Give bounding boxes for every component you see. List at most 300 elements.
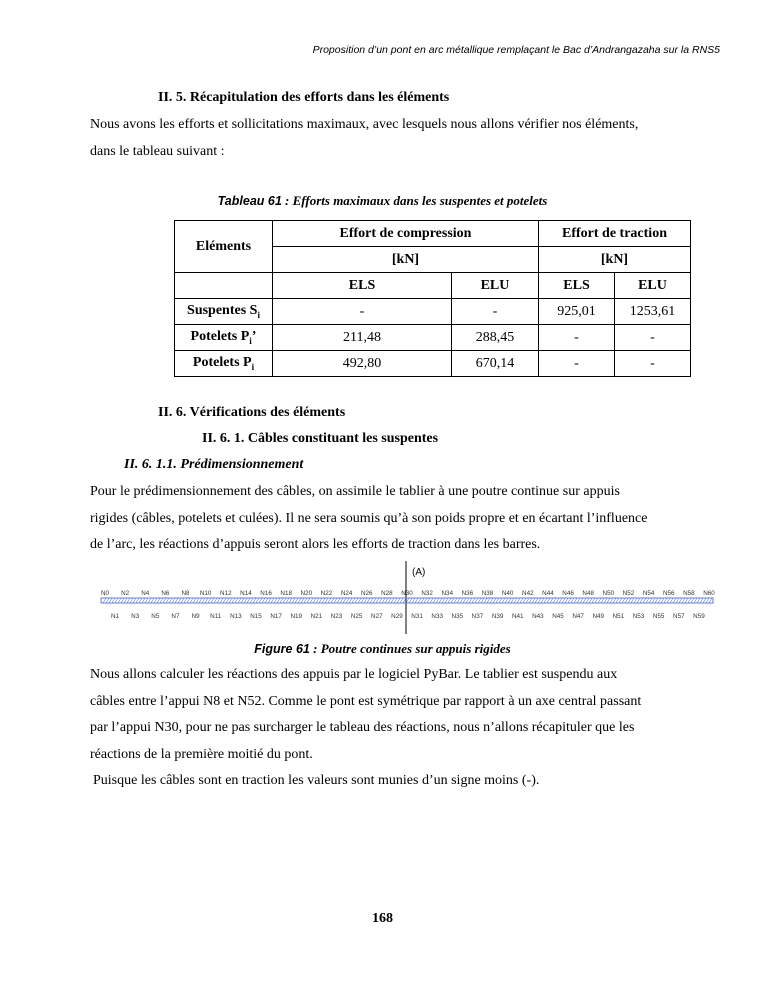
hatch-line [517,598,520,603]
hatch-line [220,598,223,603]
hatch-line [637,598,640,603]
hatch-line [157,598,160,603]
hatch-line [247,598,250,603]
hatch-line [568,598,571,603]
table-cell: 492,80 [273,351,452,377]
table-caption-label: Tableau 61 [217,194,282,208]
hatch-line [529,598,532,603]
hatch-line [451,598,454,603]
hatch-line [388,598,391,603]
pybar-line: Nous allons calculer les réactions des appuis par le logiciel PyBar. Le tablier est suspendu aux [90,667,618,682]
beam-figure [95,558,725,638]
hatch-line [625,598,628,603]
hatch-line [133,598,136,603]
node-label-bottom: N9 [191,613,200,620]
hatch-line [262,598,265,603]
node-label-top: N50 [602,590,615,597]
hatch-line [436,598,439,603]
hatch-line [217,598,220,603]
hatch-line [112,598,115,603]
hatch-line [397,598,400,603]
hatch-line [319,598,322,603]
hatch-line [286,598,289,603]
hatch-line [313,598,316,603]
node-label-bottom: N19 [290,613,303,620]
figure-caption-text: : Poutre continues sur appuis rigides [309,641,511,656]
hatch-line [454,598,457,603]
node-label-bottom: N23 [330,613,343,620]
hatch-line [379,598,382,603]
hatch-line [523,598,526,603]
hatch-line [370,598,373,603]
page-number: 168 [372,911,393,926]
hatch-line [580,598,583,603]
hatch-line [547,598,550,603]
hatch-line [439,598,442,603]
hatch-line [292,598,295,603]
section-title-2-5: II. 5. Récapitulation des efforts dans les éléments [158,90,450,105]
hatch-line [136,598,139,603]
hatch-line [514,598,517,603]
hatch-line [592,598,595,603]
hatch-line [145,598,148,603]
hatch-line [328,598,331,603]
node-label-bottom: N59 [693,613,705,620]
hatch-line [265,598,268,603]
hatch-line [535,598,538,603]
hatch-line [322,598,325,603]
hatch-line [256,598,259,603]
table-cell: 670,14 [452,351,539,377]
hatch-line [394,598,397,603]
table-cell: - [539,351,615,377]
hatch-line [628,598,631,603]
hatch-line [190,598,193,603]
hatch-line [103,598,106,603]
row-label: Potelets $P_i$ [175,351,273,377]
hatch-line [367,598,370,603]
hatch-line [433,598,436,603]
hatch-line [463,598,466,603]
hatch-line [466,598,469,603]
hatch-line [577,598,580,603]
node-label-top: N40 [501,590,514,597]
hatch-line [340,598,343,603]
pybar-paragraph [90,662,676,795]
node-label-bottom: N37 [471,613,484,620]
hatch-line [553,598,556,603]
node-label-top: N46 [562,590,574,597]
node-label-top: N0 [100,590,110,597]
hatch-line [130,598,133,603]
hatch-line [154,598,157,603]
hatch-line [346,598,349,603]
node-label-bottom: N21 [310,613,323,620]
hatch-line [196,598,199,603]
hatch-line [181,598,184,603]
hatch-line [295,598,298,603]
node-label-top: N36 [461,590,474,597]
hatch-line [574,598,577,603]
hatch-line [559,598,562,603]
node-label-bottom: N5 [151,613,160,620]
hatch-line [178,598,181,603]
hatch-line [409,598,412,603]
node-label-top: N52 [622,590,635,597]
hatch-line [382,598,385,603]
hatch-line [232,598,235,603]
hatch-line [562,598,565,603]
table-row [175,351,691,377]
node-label-top: N10 [199,590,212,597]
hatch-line [124,598,127,603]
sub-header: ELU [615,273,691,299]
node-label-top: N12 [220,590,232,597]
hatch-line [118,598,121,603]
hatch-line [193,598,196,603]
hatch-line [490,598,493,603]
hatch-line [673,598,676,603]
hatch-line [253,598,256,603]
hatch-line [496,598,499,603]
axis-label: (A) [412,567,426,578]
header-traction-2: [kN] [539,247,691,273]
hatch-line [643,598,646,603]
hatch-line [457,598,460,603]
subsection-title-2-6-1: II. 6. 1. Câbles constituant les suspentes [202,431,439,446]
hatch-line [376,598,379,603]
hatch-line [268,598,271,603]
table-caption [0,193,765,209]
hatch-line [304,598,307,603]
hatch-line [655,598,658,603]
node-label-bottom: N53 [632,613,645,620]
node-label-bottom: N39 [491,613,504,620]
node-label-bottom: N45 [552,613,564,620]
hatch-line [694,598,697,603]
figure-caption [0,641,765,657]
hatch-line [358,598,361,603]
hatch-line [169,598,172,603]
hatch-line [391,598,394,603]
page-header: Proposition d’un pont en arc métallique remplaçant le Bac d’Andrangazaha sur la RNS5 [312,44,720,56]
hatch-line [550,598,553,603]
hatch-line [571,598,574,603]
hatch-line [520,598,523,603]
predim-line: rigides (câbles, potelets et culées). Il ne sera soumis qu’à son poids propre et en écartant l’influence [90,510,648,526]
subsection-title-2-6-1-1: II. 6. 1.1. Prédimensionnement [124,457,304,472]
node-label-top: N6 [161,590,170,597]
node-label-bottom: N49 [592,613,605,620]
hatch-line [127,598,130,603]
intro-paragraph [90,112,676,165]
hatch-line [415,598,418,603]
header-empty [175,273,273,299]
hatch-line [325,598,328,603]
hatch-line [631,598,634,603]
node-label-top: N24 [340,590,353,597]
pybar-line: réactions de la première moitié du pont. [90,746,313,762]
intro-line-1: Nous avons les efforts et sollicitations maximaux, avec lesquels nous allons vérifier nos éléments, [90,117,639,132]
hatch-line [475,598,478,603]
node-label-top: N38 [481,590,494,597]
hatch-line [202,598,205,603]
hatch-line [148,598,151,603]
row-label: Potelets $P_i$’ [175,325,273,351]
hatch-line [691,598,694,603]
hatch-line [700,598,703,603]
hatch-line [280,598,283,603]
hatch-line [334,598,337,603]
hatch-line [556,598,559,603]
node-label-top: N56 [662,590,675,597]
hatch-line [697,598,700,603]
hatch-line [106,598,109,603]
table-row [175,299,691,325]
hatch-line [223,598,226,603]
hatch-line [538,598,541,603]
hatch-line [595,598,598,603]
node-label-bottom: N3 [131,613,140,620]
hatch-line [352,598,355,603]
traction-note: Puisque les câbles sont en traction les valeurs sont munies d’un signe moins (-). [93,773,540,788]
hatch-line [385,598,388,603]
pybar-line: par l’appui N30, pour ne pas surcharger le tableau des réactions, nous n’allons récapituler que les [90,720,635,735]
node-label-bottom: N41 [511,613,524,620]
hatch-line [526,598,529,603]
hatch-line [163,598,166,603]
hatch-line [289,598,292,603]
hatch-line [613,598,616,603]
table-cell: - [539,325,615,351]
hatch-line [250,598,253,603]
node-label-bottom: N27 [371,613,383,620]
hatch-line [421,598,424,603]
node-label-bottom: N17 [270,613,282,620]
hatch-line [187,598,190,603]
hatch-line [646,598,649,603]
node-label-bottom: N1 [111,613,120,620]
hatch-line [199,598,202,603]
node-label-bottom: N11 [210,613,222,620]
hatch-line [685,598,688,603]
hatch-line [400,598,403,603]
hatch-line [478,598,481,603]
table-cell: - [615,351,691,377]
node-label-bottom: N31 [411,613,423,620]
hatch-line [670,598,673,603]
hatch-line [364,598,367,603]
hatch-line [310,598,313,603]
hatch-line [586,598,589,603]
hatch-line [283,598,286,603]
hatch-line [316,598,319,603]
hatch-line [706,598,709,603]
hatch-line [622,598,625,603]
hatch-line [484,598,487,603]
hatch-line [634,598,637,603]
hatch-line [649,598,652,603]
hatch-line [442,598,445,603]
figure-caption-label: Figure 61 [254,642,310,656]
node-label-top: N60 [703,590,715,597]
hatch-line [598,598,601,603]
node-label-top: N16 [260,590,272,597]
hatch-line [175,598,178,603]
node-label-bottom: N57 [673,613,685,620]
hatch-line [412,598,415,603]
hatch-line [160,598,163,603]
sub-header: ELS [273,273,452,299]
hatch-line [481,598,484,603]
hatch-line [502,598,505,603]
node-label-top: N4 [141,590,150,597]
hatch-line [601,598,604,603]
node-label-top: N14 [240,590,252,597]
hatch-line [589,598,592,603]
hatch-line [172,598,175,603]
hatch-line [682,598,685,603]
node-label-top: N2 [121,590,130,597]
hatch-line [508,598,511,603]
node-label-bottom: N29 [391,613,403,620]
hatch-line [277,598,280,603]
hatch-line [610,598,613,603]
hatch-line [241,598,244,603]
hatch-line [661,598,664,603]
hatch-line [619,598,622,603]
hatch-line [139,598,142,603]
node-label-bottom: N35 [451,613,464,620]
hatch-line [226,598,229,603]
node-label-top: N22 [320,590,333,597]
header-elements: Eléments [175,221,273,273]
header-traction-1: Effort de traction [539,221,691,247]
predim-paragraph [90,479,676,559]
hatch-line [472,598,475,603]
hatch-line [355,598,358,603]
hatch-line [427,598,430,603]
node-label-top: N20 [300,590,313,597]
table-cell: 1253,61 [615,299,691,325]
node-label-bottom: N51 [612,613,625,620]
node-label-top: N18 [280,590,292,597]
hatch-line [211,598,214,603]
hatch-line [424,598,427,603]
node-label-bottom: N25 [350,613,363,620]
hatch-line [142,598,145,603]
section-title-2-6: II. 6. Vérifications des éléments [158,405,346,420]
row-label: Suspentes $S_i$ [175,299,273,325]
node-label-top: N28 [381,590,393,597]
hatch-line [307,598,310,603]
node-label-bottom: N55 [652,613,665,620]
hatch-line [469,598,472,603]
hatch-line [331,598,334,603]
hatch-line [679,598,682,603]
hatch-line [565,598,568,603]
node-label-bottom: N47 [572,613,584,620]
hatch-line [658,598,661,603]
hatch-line [235,598,238,603]
node-label-bottom: N7 [171,613,180,620]
sub-header: ELS [539,273,615,299]
hatch-line [616,598,619,603]
hatch-line [676,598,679,603]
hatch-line [109,598,112,603]
hatch-line [688,598,691,603]
bottom-node-labels [111,613,705,620]
hatch-line [184,598,187,603]
top-node-labels [101,590,715,597]
node-label-top: N58 [683,590,695,597]
hatch-line [709,598,712,603]
node-label-top: N26 [360,590,373,597]
hatch-line [214,598,217,603]
header-compression-2: [kN] [273,247,539,273]
hatch-line [274,598,277,603]
header-compression-1: Effort de compression [273,221,539,247]
table-cell: - [273,299,452,325]
hatch-line [418,598,421,603]
hatch-line [640,598,643,603]
node-label-top: N48 [582,590,594,597]
hatch-line [343,598,346,603]
hatch-line [460,598,463,603]
node-label-top: N30 [401,590,413,597]
hatch-line [208,598,211,603]
efforts-table [174,220,691,377]
hatch-line [373,598,376,603]
table-cell: - [452,299,539,325]
sub-header: ELU [452,273,539,299]
hatch-line [115,598,118,603]
table-cell: - [615,325,691,351]
hatch-line [166,598,169,603]
hatch-line [430,598,433,603]
hatch-line [544,598,547,603]
hatch-line [499,598,502,603]
node-label-top: N44 [542,590,554,597]
hatch-line [652,598,655,603]
hatch-line [541,598,544,603]
intro-line-2: dans le tableau suivant : [90,143,225,159]
hatch-line [583,598,586,603]
node-label-top: N34 [441,590,454,597]
table-cell: 288,45 [452,325,539,351]
pybar-line: câbles entre l’appui N8 et N52. Comme le pont est symétrique par rapport à un axe central passant [90,693,642,709]
hatch-line [151,598,154,603]
hatch-line [505,598,508,603]
table-caption-text: : Efforts maximaux dans les suspentes et potelets [281,193,548,208]
hatch-line [607,598,610,603]
hatch-line [667,598,670,603]
hatch-line [532,598,535,603]
node-label-top: N42 [522,590,534,597]
hatch-line [271,598,274,603]
node-label-bottom: N15 [250,613,262,620]
table-row [175,325,691,351]
hatch-line [703,598,706,603]
hatch-line [361,598,364,603]
hatch-line [121,598,124,603]
hatch-line [244,598,247,603]
node-label-top: N8 [181,590,190,597]
node-label-top: N32 [421,590,433,597]
hatch-line [205,598,208,603]
predim-line: Pour le prédimensionnement des câbles, on assimile le tablier à une poutre continue sur appuis [90,484,620,499]
table-cell: 211,48 [273,325,452,351]
